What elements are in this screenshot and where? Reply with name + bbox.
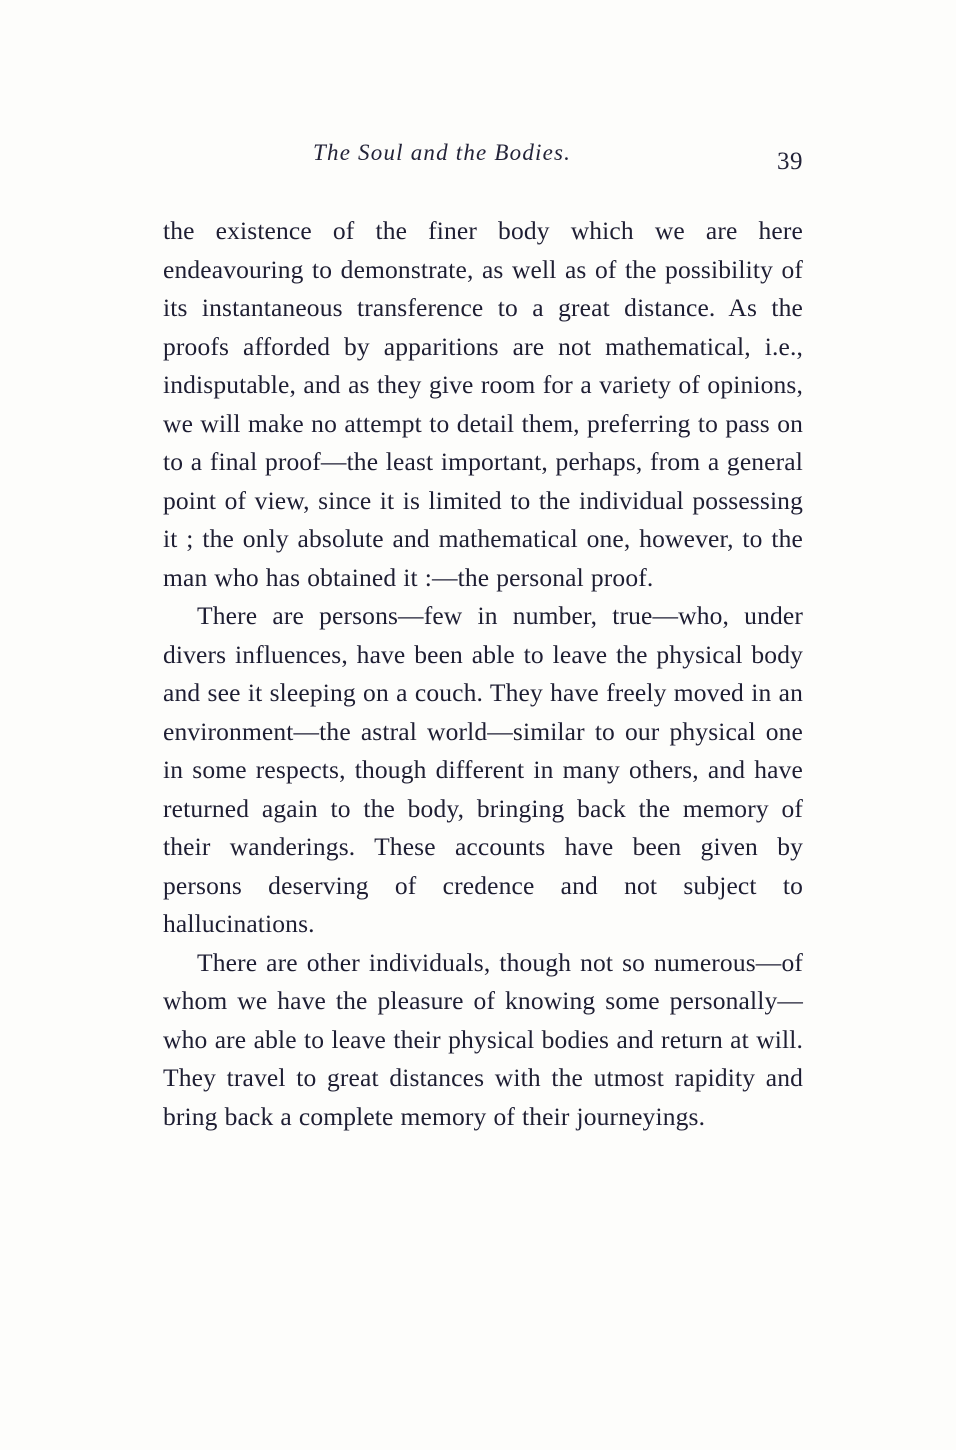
page-number: 39	[777, 148, 803, 175]
paragraph-3: There are other individuals, though not so numerous—of whom we have the pleasure of knowing some personally—who are able to leave their physical bodies and return at will. They travel to great distances with the utmost rapidity and bring back a complete memory of their journeyings.	[163, 947, 803, 1131]
page-content	[163, 140, 803, 1136]
paragraph-1: the existence of the finer body which we are here endeavouring to demonstrate, as well as of the possibility of its instantaneous transference to a great distance. As the proofs afforded by apparitions are not mathematical, i.e., indisputable, and as they give room for a variety of opinions, we will make no attempt to detail them, preferring to pass on to a final proof—the least important, perhaps, from a general point of view, since it is limited to the individual possessing it ; the only absolute and mathematical one, however, to the man who has obtained it :—the personal proof.	[163, 216, 803, 592]
paragraph-2: There are persons—few in number, true—who, under divers influences, have been able to leave the physical body and see it sleeping on a couch. They have freely moved in an environment—the astral world—similar to our physical one in some respects, though different in many others, and have returned again to the body, bringing back the memory of their wanderings. These accounts have been given by persons deserving of credence and not subject to hallucinations.	[163, 601, 803, 938]
running-head	[163, 140, 803, 190]
body-text	[163, 212, 803, 1136]
running-title: The Soul and the Bodies.	[313, 140, 572, 165]
